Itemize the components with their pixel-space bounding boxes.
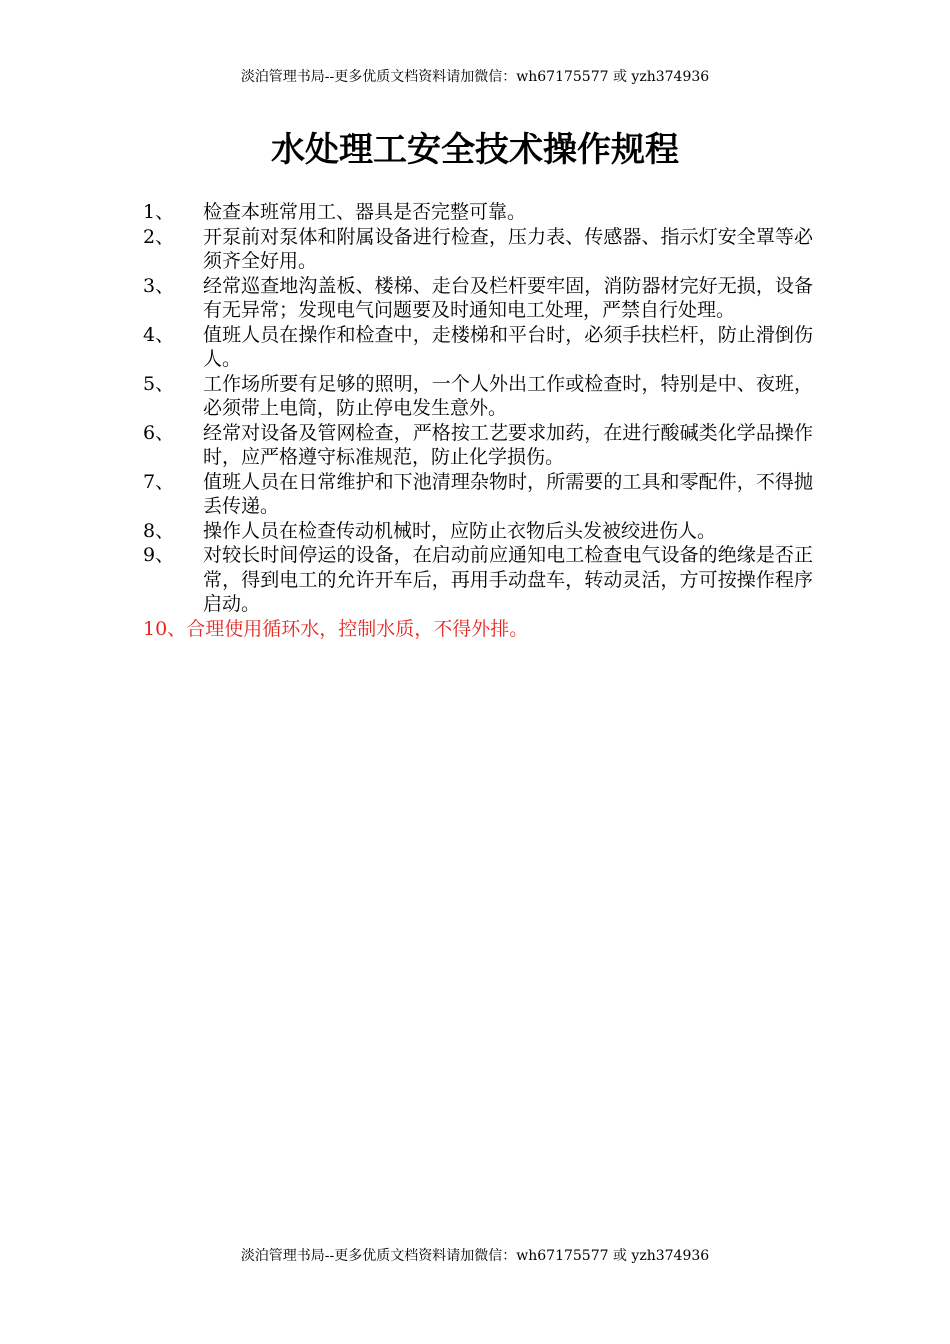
- rule-item-2: [143, 225, 813, 274]
- rule-number: 10、: [143, 617, 187, 640]
- rule-text: 合理使用循环水，控制水质，不得外排。: [186, 617, 529, 640]
- rule-text: 值班人员在操作和检查中，走楼梯和平台时，必须手扶栏杆，防止滑倒伤人。: [203, 323, 813, 370]
- footer-note: 淡泊管理书局--更多优质文档资料请加微信：wh67175577 或 yzh374936: [240, 1248, 710, 1264]
- rule-text: 对较长时间停运的设备，在启动前应通知电工检查电气设备的绝缘是否正常，得到电工的允许开车后，再用手动盘车，转动灵活，方可按操作程序启动。: [203, 544, 813, 615]
- rule-item-8: [143, 519, 813, 544]
- rule-text: 经常巡查地沟盖板、楼梯、走台及栏杆要牢固，消防器材完好无损，设备有无异常；发现电气问题要及时通知电工处理，严禁自行处理。: [203, 274, 813, 321]
- rule-number: 1、: [143, 201, 175, 223]
- rule-text: 开泵前对泵体和附属设备进行检查，压力表、传感器、指示灯安全罩等必须齐全好用。: [203, 225, 813, 272]
- rule-text: 值班人员在日常维护和下池清理杂物时，所需要的工具和零配件，不得抛丢传递。: [203, 470, 813, 517]
- rule-text: 经常对设备及管网检查，严格按工艺要求加药，在进行酸碱类化学品操作时，应严格遵守标准规范，防止化学损伤。: [203, 421, 813, 468]
- rule-item-10: [143, 617, 813, 642]
- rule-number: 7、: [143, 470, 175, 493]
- rule-item-5: [143, 372, 813, 421]
- rule-number: 3、: [143, 274, 175, 297]
- rule-text: 工作场所要有足够的照明，一个人外出工作或检查时，特别是中、夜班，必须带上电筒，防止停电发生意外。: [203, 372, 813, 419]
- rule-text: 操作人员在检查传动机械时，应防止衣物后头发被绞进伤人。: [203, 519, 717, 542]
- rule-number: 6、: [143, 421, 175, 444]
- rule-item-1: [143, 200, 813, 225]
- rule-text: 检查本班常用工、器具是否完整可靠。: [203, 201, 527, 223]
- rule-number: 5、: [143, 372, 175, 395]
- rule-item-9: [143, 543, 813, 617]
- rule-number: 9、: [143, 544, 175, 566]
- header-note: 淡泊管理书局--更多优质文档资料请加微信：wh67175577 或 yzh374936: [240, 69, 710, 85]
- rule-number: 8、: [143, 519, 175, 542]
- rule-item-6: [143, 421, 813, 470]
- rule-item-3: [143, 274, 813, 323]
- rules-list: [143, 200, 813, 641]
- rule-item-7: [143, 470, 813, 519]
- rule-item-4: [143, 323, 813, 372]
- rule-number: 2、: [143, 225, 175, 248]
- rule-number: 4、: [143, 323, 175, 346]
- document-title: 水处理工安全技术操作规程: [271, 130, 679, 170]
